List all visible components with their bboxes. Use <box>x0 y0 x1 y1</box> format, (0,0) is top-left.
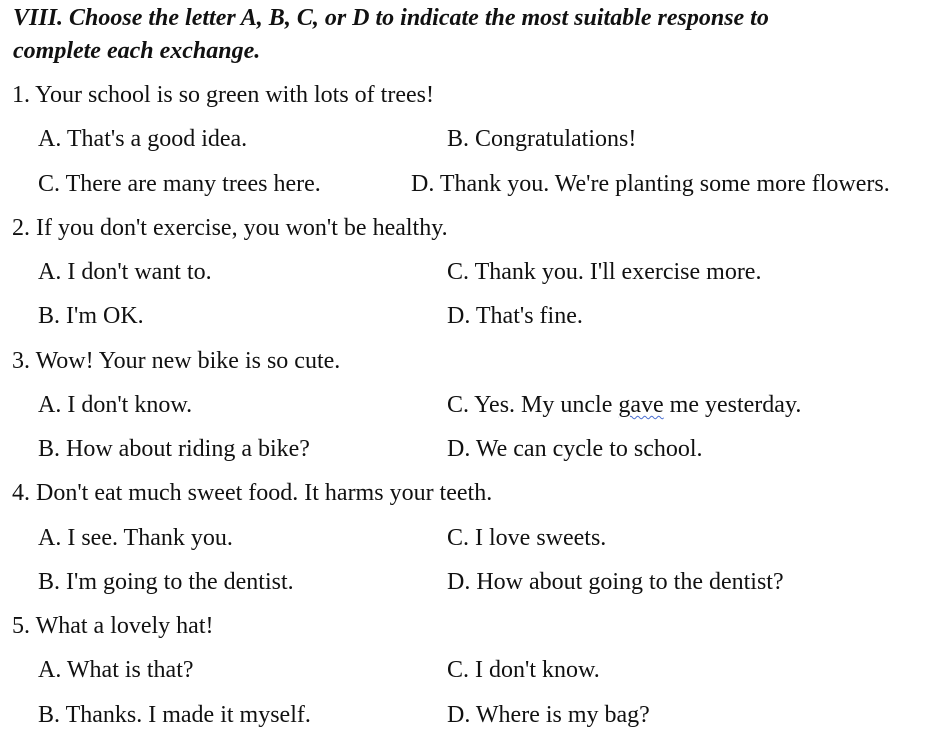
question-4-option-b[interactable]: B. I'm going to the dentist. <box>38 569 294 595</box>
question-1-prompt: 1. Your school is so green with lots of trees! <box>12 82 434 108</box>
option-c-text-before: C. Yes. My uncle <box>447 392 619 418</box>
question-1-option-c[interactable]: C. There are many trees here. <box>38 171 321 197</box>
grammar-flagged-word: gave <box>618 392 664 418</box>
option-c-text-after: me yesterday. <box>663 392 802 418</box>
question-4-option-d[interactable]: D. How about going to the dentist? <box>447 569 784 595</box>
question-2-option-c[interactable]: C. Thank you. I'll exercise more. <box>447 259 762 285</box>
question-3-prompt: 3. Wow! Your new bike is so cute. <box>12 348 341 374</box>
question-1-option-d[interactable]: D. Thank you. We're planting some more flowers. <box>411 171 890 197</box>
question-1-option-b[interactable]: B. Congratulations! <box>447 126 637 152</box>
question-2-option-b[interactable]: B. I'm OK. <box>38 303 144 329</box>
question-1-option-a[interactable]: A. That's a good idea. <box>38 126 248 152</box>
question-4-option-c[interactable]: C. I love sweets. <box>447 525 607 551</box>
question-3-option-a[interactable]: A. I don't know. <box>38 392 193 418</box>
question-2-prompt: 2. If you don't exercise, you won't be healthy. <box>12 215 448 241</box>
question-2-option-d[interactable]: D. That's fine. <box>447 303 583 329</box>
question-5-option-a[interactable]: A. What is that? <box>38 657 194 683</box>
question-5-option-b[interactable]: B. Thanks. I made it myself. <box>38 702 311 728</box>
question-4-prompt: 4. Don't eat much sweet food. It harms your teeth. <box>12 480 493 506</box>
heading-line-2: complete each exchange. <box>13 38 261 64</box>
question-3-option-d[interactable]: D. We can cycle to school. <box>447 436 703 462</box>
question-3-option-b[interactable]: B. How about riding a bike? <box>38 436 310 462</box>
question-5-prompt: 5. What a lovely hat! <box>12 613 214 639</box>
section-heading <box>13 2 913 68</box>
question-5-option-c[interactable]: C. I don't know. <box>447 657 600 683</box>
question-2-option-a[interactable]: A. I don't want to. <box>38 259 212 285</box>
heading-line-1: VIII. Choose the letter A, B, C, or D to indicate the most suitable response to <box>13 5 769 31</box>
question-5-option-d[interactable]: D. Where is my bag? <box>447 702 650 728</box>
question-3-option-c[interactable] <box>447 390 801 420</box>
question-4-option-a[interactable]: A. I see. Thank you. <box>38 525 233 551</box>
